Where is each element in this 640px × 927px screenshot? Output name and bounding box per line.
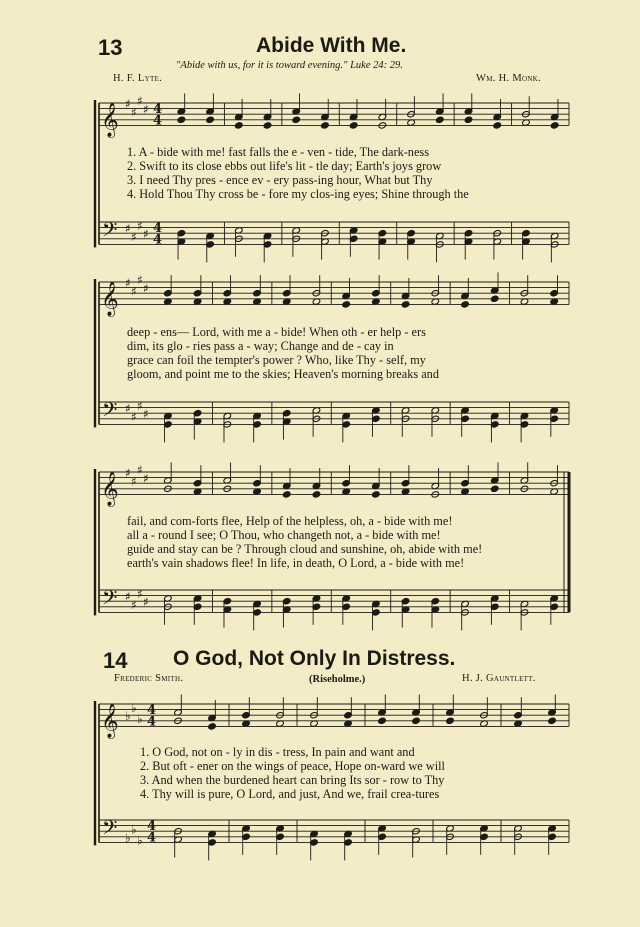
composer-credit: H. J. Gauntlett. <box>462 673 536 684</box>
note-head <box>321 122 330 129</box>
time-signature: 4 <box>153 232 163 248</box>
key-signature-accidental: ♯ <box>125 466 131 480</box>
lyric-line: 3. And when the burdened heart can bring Its sor - row to Thy <box>140 773 445 787</box>
treble-clef-icon: 𝄞 <box>101 703 119 739</box>
key-signature-accidental: ♯ <box>137 463 143 478</box>
note-head <box>263 122 272 129</box>
note-head <box>436 116 445 123</box>
key-signature-accidental: ♯ <box>125 97 131 111</box>
note-head <box>349 122 358 129</box>
hymn-title: O God, Not Only In Distress. <box>173 647 456 670</box>
key-signature-accidental: ♯ <box>131 230 137 244</box>
lyric-line: 3. I need Thy pres - ence ev - ery pass-ing hour, What but Thy <box>127 173 433 187</box>
verse-lines-system-2 <box>127 325 439 381</box>
lyric-line: 2. But oft - ener on the wings of peace, Hope on-ward we will <box>140 759 445 773</box>
key-signature-accidental: ♯ <box>137 398 143 413</box>
note-head <box>342 301 351 308</box>
note-head <box>461 301 470 308</box>
key-signature-accidental: ♯ <box>143 281 149 296</box>
key-signature-accidental: ♯ <box>131 284 137 299</box>
note-head <box>378 717 387 724</box>
key-signature-accidental: ♯ <box>125 276 131 290</box>
key-signature-accidental: ♯ <box>143 471 149 486</box>
lyric-line: all a - round I see; O Thou, who changeth not, a - bide with me! <box>127 528 441 542</box>
note-head <box>235 122 244 129</box>
scripture-epigraph: "Abide with us, for it is toward evening." Luke 24: 29. <box>176 60 403 71</box>
lyric-line: 2. Swift to its close ebbs out life's lit - tle day; Earth's joys grow <box>127 159 442 173</box>
lyric-line: dim, its glo - ries pass a - way; Change and de - cay in <box>127 339 394 353</box>
key-signature-accidental: ♯ <box>131 105 137 120</box>
time-signature: 4 <box>153 113 163 129</box>
note-head <box>490 485 499 492</box>
note-head <box>312 491 321 498</box>
lyric-line: 4. Hold Thou Thy cross be - fore my clos-ing eyes; Shine through the <box>127 187 469 201</box>
key-signature-accidental: ♯ <box>137 218 143 233</box>
key-signature-accidental: ♭ <box>137 833 143 848</box>
key-signature-accidental: ♯ <box>131 598 137 612</box>
key-signature-accidental: ♯ <box>131 410 137 424</box>
key-signature-accidental: ♭ <box>131 822 137 837</box>
lyric-line: deep - ens— Lord, with me a - bide! When oth - er help - ers <box>127 325 426 339</box>
key-signature-accidental: ♯ <box>143 227 149 242</box>
lyric-line: grace can foil the tempter's power ? Who, like Thy - self, my <box>127 353 426 367</box>
author-credit: H. F. Lyte. <box>113 73 163 84</box>
time-signature: 4 <box>147 830 157 846</box>
key-signature-accidental: ♯ <box>125 589 131 604</box>
hymn-title: Abide With Me. <box>256 34 407 57</box>
key-signature-accidental: ♯ <box>143 407 149 422</box>
verse-lines-system-1 <box>140 745 445 801</box>
key-signature-accidental: ♭ <box>137 712 143 726</box>
bass-clef-icon: 𝄢 <box>102 217 118 246</box>
verse-lines-system-1 <box>127 145 469 201</box>
key-signature-accidental: ♯ <box>137 586 143 601</box>
lyric-line: guide and stay can be ? Through cloud and sunshine, oh, abide with me! <box>127 542 483 556</box>
key-signature-accidental: ♯ <box>137 273 143 288</box>
key-signature-accidental: ♭ <box>131 700 137 715</box>
note-head <box>208 723 217 730</box>
lyric-line: 4. Thy will is pure, O Lord, and just, And we, frail crea-tures <box>140 787 440 801</box>
note-head <box>206 116 215 123</box>
note-head <box>493 122 502 129</box>
note-head <box>446 717 455 724</box>
key-signature-accidental: ♯ <box>125 221 131 236</box>
time-signature: 4 <box>153 221 163 237</box>
key-signature-accidental: ♯ <box>143 102 149 117</box>
hymn-number: 14 <box>103 648 128 673</box>
hymn-number: 13 <box>98 35 123 60</box>
note-head <box>282 491 291 498</box>
key-signature-accidental: ♭ <box>125 830 131 845</box>
verse-lines-system-3 <box>127 514 482 570</box>
note-head <box>490 295 499 302</box>
key-signature-accidental: ♯ <box>131 474 137 489</box>
lyric-line: fail, and com-forts flee, Help of the helpless, oh, a - bide with me! <box>127 514 453 528</box>
treble-clef-icon: 𝄞 <box>101 102 119 138</box>
bass-clef-icon: 𝄢 <box>102 815 118 844</box>
treble-clef-icon: 𝄞 <box>101 471 119 507</box>
key-signature-accidental: ♭ <box>125 709 131 724</box>
time-signature: 4 <box>147 714 157 730</box>
tune-name: (Riseholme.) <box>309 674 366 685</box>
key-signature-accidental: ♯ <box>137 94 143 109</box>
note-head <box>372 491 381 498</box>
bass-clef-icon: 𝄢 <box>102 585 118 614</box>
time-signature: 4 <box>147 819 157 835</box>
note-head <box>464 116 473 123</box>
time-signature: 4 <box>147 703 157 719</box>
lyric-line: 1. A - bide with me! fast falls the e - ven - tide, The dark-ness <box>127 145 429 159</box>
note-head <box>401 301 410 308</box>
treble-clef-icon: 𝄞 <box>101 281 119 317</box>
note-head <box>177 116 186 123</box>
composer-credit: Wm. H. Monk. <box>476 73 541 84</box>
time-signature: 4 <box>153 102 163 118</box>
key-signature-accidental: ♯ <box>125 401 131 416</box>
note-head <box>550 122 559 129</box>
lyric-line: 1. O God, not on - ly in dis - tress, In pain and want and <box>140 745 415 759</box>
author-credit: Frederic Smith. <box>114 673 184 684</box>
key-signature-accidental: ♯ <box>143 595 149 610</box>
lyric-line: earth's vain shadows flee! In life, in death, O Lord, a - bide with me! <box>127 556 465 570</box>
note-head <box>292 116 301 123</box>
note-head <box>548 717 557 724</box>
lyric-line: gloom, and point me to the skies; Heaven's morning breaks and <box>127 367 439 381</box>
bass-clef-icon: 𝄢 <box>102 397 118 426</box>
note-head <box>412 717 421 724</box>
